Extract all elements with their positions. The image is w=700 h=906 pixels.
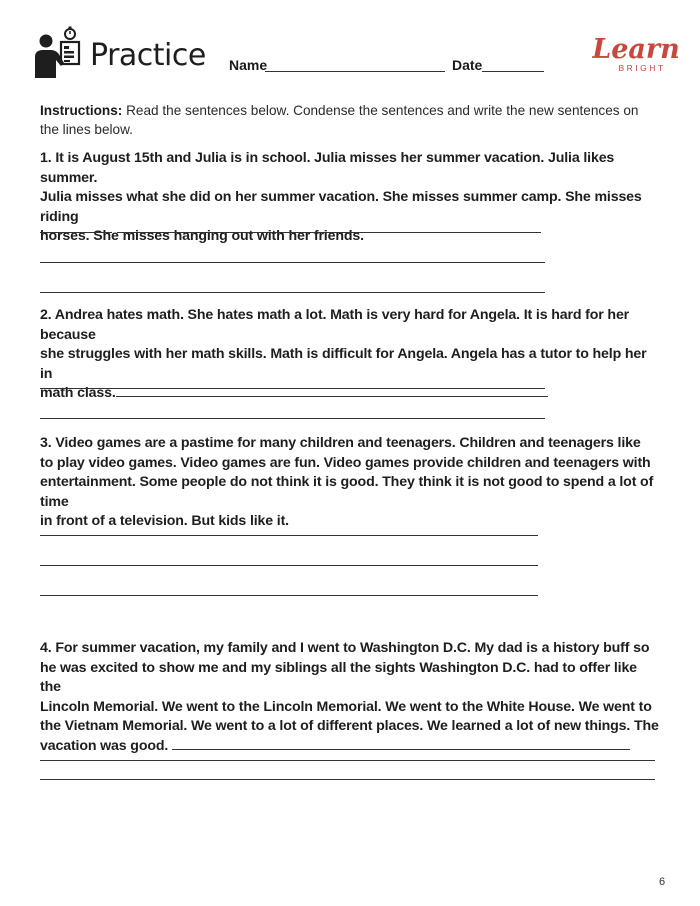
answer-line[interactable] xyxy=(40,760,655,761)
teacher-at-board-icon xyxy=(34,26,84,80)
instructions-text: Read the sentences below. Condense the sentences and write the new sentences on the lines below. xyxy=(40,103,639,137)
answer-line[interactable] xyxy=(40,535,538,536)
question-line: 1. It is August 15th and Julia is in school. Julia misses her summer vacation. Julia likes summer. xyxy=(40,150,615,186)
answer-line[interactable] xyxy=(40,292,545,293)
answer-line[interactable] xyxy=(40,595,538,596)
question-line: 2. Andrea hates math. She hates math a lot. Math is very hard for Angela. It is hard for her because xyxy=(40,307,630,343)
question-line: to play video games. Video games are fun. Video games provide children and teenagers with xyxy=(40,454,651,471)
question-3 xyxy=(40,434,660,532)
question-line: she struggles with her math skills. Math is difficult for Angela. Angela has a tutor to help her in xyxy=(40,346,647,382)
page-number: 6 xyxy=(659,876,666,888)
question-line: entertainment. Some people do not think it is good. They think it is not good to spend a lot of time xyxy=(40,474,654,510)
question-line: Julia misses what she did on her summer vacation. She misses summer camp. She misses riding xyxy=(40,189,642,225)
page-title: Practice xyxy=(90,38,206,73)
answer-line[interactable] xyxy=(116,384,548,397)
answer-line[interactable] xyxy=(40,388,545,389)
name-field[interactable] xyxy=(265,71,445,72)
answer-line[interactable] xyxy=(117,232,541,233)
question-4 xyxy=(40,639,660,757)
answer-line[interactable] xyxy=(40,232,112,233)
date-label: Date xyxy=(452,57,483,73)
instructions-label: Instructions: xyxy=(40,103,123,118)
instructions xyxy=(40,101,650,139)
question-line: 4. For summer vacation, my family and I went to Washington D.C. My dad is a history buff so xyxy=(40,640,650,656)
date-field[interactable] xyxy=(482,71,544,72)
question-line: he was excited to show me and my siblings all the sights Washington D.C. had to offer like the xyxy=(40,659,637,696)
answer-line[interactable] xyxy=(40,565,538,566)
question-line: horses. She misses hanging out with her friends. xyxy=(40,228,364,245)
question-line: in front of a television. But kids like it. xyxy=(40,513,289,530)
name-label: Name xyxy=(229,57,268,73)
question-line: 3. Video games are a pastime for many children and teenagers. Children and teenagers like xyxy=(40,435,641,451)
question-line: vacation was good. xyxy=(40,737,169,754)
answer-line[interactable] xyxy=(40,418,545,419)
svg-text:BRIGHT: BRIGHT xyxy=(618,63,666,73)
question-line: the Vietnam Memorial. We went to a lot of different places. We learned a lot of new things. The xyxy=(40,718,659,735)
svg-text:Learn: Learn xyxy=(592,34,680,65)
answer-line[interactable] xyxy=(40,262,545,263)
question-line: math class. xyxy=(40,385,116,402)
question-2 xyxy=(40,306,660,404)
answer-line[interactable] xyxy=(40,779,655,780)
question-line: Lincoln Memorial. We went to the Lincoln Memorial. We went to the White House. We went to xyxy=(40,698,652,715)
answer-line[interactable] xyxy=(172,737,630,750)
learn-bright-logo xyxy=(592,31,680,75)
